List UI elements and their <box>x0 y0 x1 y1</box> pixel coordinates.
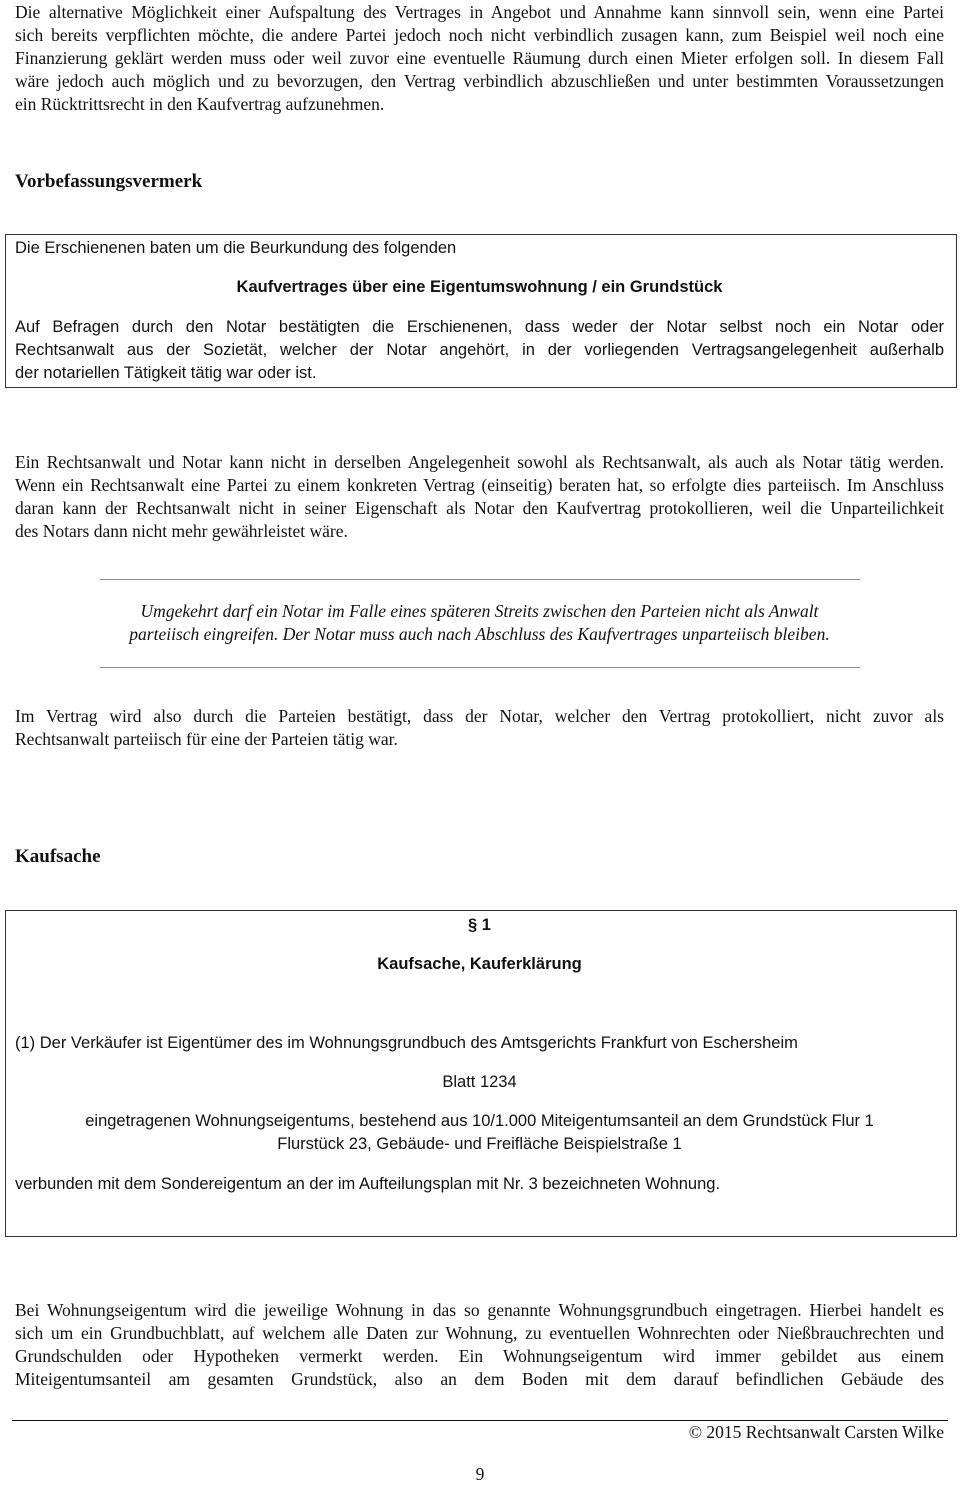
paragraph-lawyer-notary <box>15 451 944 543</box>
text-line: ein Rücktrittsrecht in den Kaufvertrag aufzunehmen. <box>15 94 385 114</box>
text-line: Umgekehrt darf ein Notar im Falle eines späteren Streits zwischen den Parteien nicht als Anwalt <box>140 601 819 621</box>
paragraph-condominium <box>15 1299 944 1391</box>
closing-text: verbunden mit dem Sondereigentum an der im Aufteilungsplan mit Nr. 3 bezeichneten Wohnung. <box>15 1175 721 1193</box>
box-title: Kaufvertrages über eine Eigentumswohnung / ein Grundstück <box>236 278 723 296</box>
paragraph-split-contract <box>15 1 944 116</box>
callout-rule-top <box>100 579 860 580</box>
callout-note <box>15 600 944 646</box>
text-line: eingetragenen Wohnungseigentums, bestehend aus 10/1.000 Miteigentumsanteil an dem Grundstück Flur 1 <box>85 1112 874 1130</box>
text-line: Rechtsanwalt aus der Sozietät, welcher der Notar angehört, in der vorliegenden Vertragsangelegenheit außerhalb <box>15 341 944 359</box>
paragraph-confirmation <box>15 705 944 751</box>
text-line: Die alternative Möglichkeit einer Aufspaltung des Vertrages in Angebot und Annahme kann sinnvoll sein, wenn eine Partei <box>15 2 944 22</box>
callout-rule-bottom <box>100 667 860 668</box>
text-line: parteiisch eingreifen. Der Notar muss auch nach Abschluss des Kaufvertrages unparteiisch bleiben. <box>129 624 830 644</box>
text-line: Im Vertrag wird also durch die Parteien bestätigt, dass der Notar, welcher den Vertrag protokolliert, nicht zuvor als <box>15 706 944 726</box>
section-number: § 1 <box>468 916 491 934</box>
text-line: Bei Wohnungseigentum wird die jeweilige Wohnung in das so genannte Wohnungsgrundbuch eingetragen. Hierbei handelt es <box>15 1300 944 1320</box>
text-line: sich um ein Grundbuchblatt, auf welchem alle Daten zur Wohnung, zu eventuellen Wohnrechten oder Nießbrauchrechten und <box>15 1323 944 1343</box>
text-line: wäre jedoch auch möglich und zu bevorzugen, den Vertrag verbindlich abzuschließen und unter bestimmten Voraussetzungen <box>15 71 944 91</box>
text-line: Flurstück 23, Gebäude- und Freifläche Beispielstraße 1 <box>277 1135 682 1153</box>
text-line: sich bereits verpflichten möchte, die andere Partei jedoch noch nicht verbindlich zusagen kann, zum Beispiel weil noch eine <box>15 25 944 45</box>
text-line: Rechtsanwalt parteiisch für eine der Parteien tätig war. <box>15 729 398 749</box>
text-line: Ein Rechtsanwalt und Notar kann nicht in derselben Angelegenheit sowohl als Rechtsanwalt, als auch als Notar tätig werden. <box>15 452 944 472</box>
box-intro: Die Erschienenen baten um die Beurkundung des folgenden <box>15 239 457 257</box>
text-line: Finanzierung geklärt werden muss oder weil zuvor eine eventuelle Räumung durch einen Mieter erfolgen soll. In diesem Fall <box>15 48 944 68</box>
section-heading: Kaufsache <box>15 846 101 867</box>
blatt-number: Blatt 1234 <box>442 1073 517 1091</box>
footer-copyright: © 2015 Rechtsanwalt Carsten Wilke <box>688 1422 944 1442</box>
purchase-object-box <box>5 910 957 1237</box>
clause-text: (1) Der Verkäufer ist Eigentümer des im Wohnungsgrundbuch des Amtsgerichts Frankfurt von Eschersheim <box>15 1034 798 1052</box>
text-line: der notariellen Tätigkeit tätig war oder ist. <box>15 364 317 382</box>
text-line: Grundschulden oder Hypotheken vermerkt werden. Ein Wohnungseigentum wird immer gebildet aus einem <box>15 1346 944 1366</box>
pre-involvement-box <box>5 234 957 388</box>
text-line: des Notars dann nicht mehr gewährleistet wäre. <box>15 521 348 541</box>
page-number: 9 <box>475 1464 485 1484</box>
text-line: Wenn ein Rechtsanwalt eine Partei zu einem konkreten Vertrag (einseitig) beraten hat, so erfolgte dies parteiisch. Im Anschluss <box>15 475 944 495</box>
text-line: Auf Befragen durch den Notar bestätigten die Erschienenen, dass weder der Notar selbst noch ein Notar oder <box>15 318 944 336</box>
text-line: daran kann der Rechtsanwalt nicht in seiner Eigenschaft als Notar den Kaufvertrag protokollieren, weil die Unparteilichkeit <box>15 498 944 518</box>
box-title: Kaufsache, Kauferklärung <box>377 955 582 973</box>
section-heading: Vorbefassungsvermerk <box>15 171 203 192</box>
text-line: Miteigentumsanteil am gesamten Grundstück, also an dem Boden mit dem darauf befindlichen Gebäude des <box>15 1369 944 1389</box>
